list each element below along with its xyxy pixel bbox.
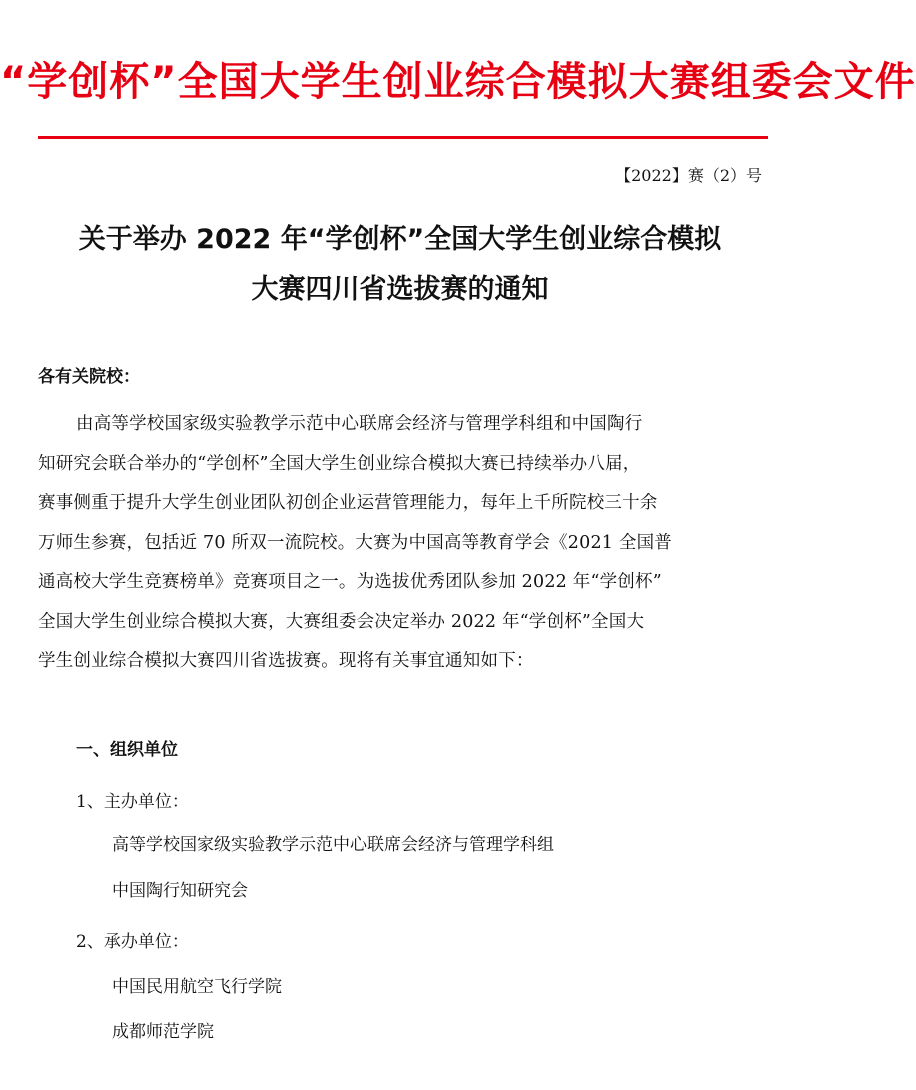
paragraph-line: 赛事侧重于提升大学生创业团队初创企业运营管理能力，每年上千所院校三十余: [38, 493, 658, 513]
paragraph-line: 全国大学生创业综合模拟大赛，大赛组委会决定举办 2022 年“学创杯”全国大: [38, 611, 645, 632]
host-unit-item: 高等学校国家级实验教学示范中心联席会经济与管理学科组: [112, 835, 554, 855]
paragraph-line: 万师生参赛，包括近 70 所双一流院校。大赛为中国高等教育学会《2021 全国普: [38, 532, 672, 553]
masthead-title: “学创杯”全国大学生创业综合模拟大赛组委会文件: [0, 59, 916, 105]
organizer-unit-item: 成都师范学院: [112, 1022, 214, 1042]
host-units-label: 1、主办单位：: [76, 792, 189, 812]
intro-paragraph: [38, 405, 768, 682]
notice-title: [0, 215, 800, 315]
organizer-unit-item: 中国民用航空飞行学院: [112, 977, 282, 997]
red-divider-line: [38, 136, 768, 139]
notice-title-line-2: 大赛四川省选拔赛的通知: [251, 274, 549, 305]
notice-title-line-1: 关于举办 2022 年“学创杯”全国大学生创业综合模拟: [78, 224, 722, 255]
organizer-units-label: 2、承办单位：: [76, 932, 189, 952]
paragraph-line: 学生创业综合模拟大赛四川省选拔赛。现将有关事宜通知如下：: [38, 651, 534, 671]
document-number: 【2022】赛（2）号: [615, 166, 762, 185]
host-unit-item: 中国陶行知研究会: [112, 881, 248, 901]
salutation: 各有关院校：: [38, 367, 140, 387]
paragraph-line: 知研究会联合举办的“学创杯”全国大学生创业综合模拟大赛已持续举办八届，: [38, 453, 641, 474]
paragraph-line: 通高校大学生竞赛榜单》竞赛项目之一。为选拔优秀团队参加 2022 年“学创杯”: [38, 572, 662, 592]
paragraph-line: 由高等学校国家级实验教学示范中心联席会经济与管理学科组和中国陶行: [76, 414, 643, 434]
section-heading-organizing-units: 一、组织单位: [76, 740, 178, 760]
